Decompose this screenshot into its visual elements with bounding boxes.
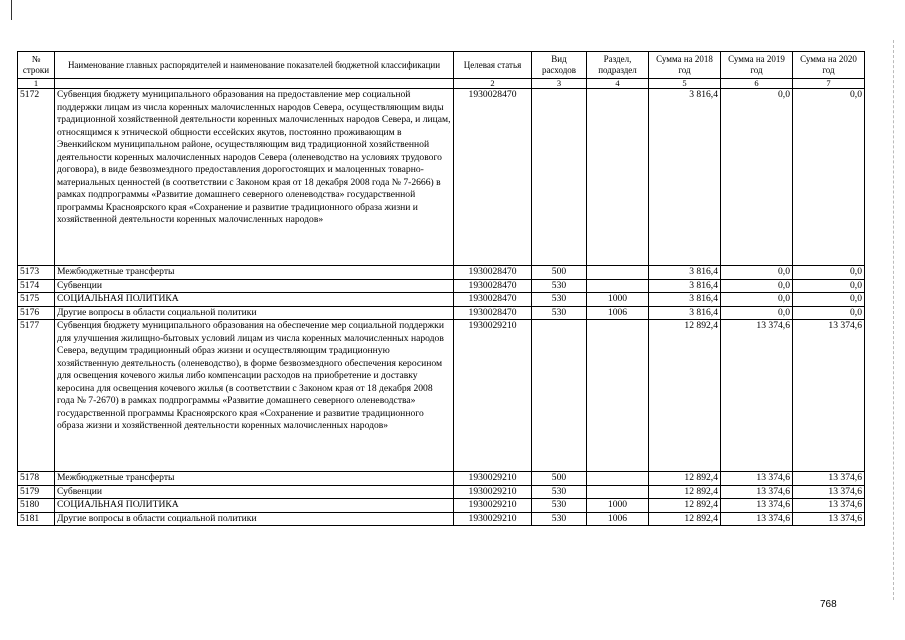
row-sum-2020: 0,0 [793,293,865,307]
row-sum-2018: 12 892,4 [649,472,721,486]
row-sum-2018: 12 892,4 [649,320,721,472]
scan-edge-dashes [893,40,894,600]
table-row [18,279,865,293]
row-expense-type [532,320,587,472]
row-target-article: 1930028470 [454,89,532,266]
row-section: 1006 [587,306,649,320]
row-sum-2019: 0,0 [721,293,793,307]
row-sum-2019: 13 374,6 [721,472,793,486]
row-target-article: 1930029210 [454,320,532,472]
row-sum-2019: 13 374,6 [721,320,793,472]
row-sum-2020: 13 374,6 [793,512,865,526]
row-target-article: 1930028470 [454,279,532,293]
row-sum-2019: 0,0 [721,306,793,320]
row-name: Субвенции [55,279,454,293]
row-number: 5172 [18,89,55,266]
row-expense-type: 530 [532,512,587,526]
row-sum-2020: 0,0 [793,279,865,293]
table-row [18,512,865,526]
table-row [18,266,865,280]
row-name: Межбюджетные трансферты [55,472,454,486]
row-sum-2020: 0,0 [793,266,865,280]
row-sum-2020: 0,0 [793,306,865,320]
row-target-article: 1930029210 [454,512,532,526]
row-name: Субвенция бюджету муниципального образования на обеспечение мер социальной поддержки для улучшения жилищно-бытовых условий лицам из числа коренных малочисленных народов Севера, ведущим традиционный образ жизни и осуществляющим традиционную хозяйственную деятельность (оленеводство), в форме безвозмездного обеспечения керосином для освещения кочевого жилья либо компенсации расходов на приобретение и доставку керосина для освещения кочевого жилья (в соответствии с Законом края от 18 декабря 2008 года № 7-2670) в рамках подпрограммы «Развитие домашнего северного оленеводства» государственной программы Красноярского края «Сохранение и развитие традиционного образа жизни и хозяйственной деятельности коренных малочисленных народов» [55,320,454,472]
row-number: 5173 [18,266,55,280]
row-sum-2018: 3 816,4 [649,266,721,280]
column-number: 7 [793,79,865,89]
header-target-article: Целевая статья [454,52,532,79]
table-row [18,499,865,513]
table-row [18,306,865,320]
row-number: 5181 [18,512,55,526]
row-name: Субвенция бюджету муниципального образования на предоставление мер социальной поддержки лицам из числа коренных малочисленных народов Севера, осуществляющим виды традиционной хозяйственной деятельности коренных малочисленных народов Севера, и лицам, относящимся к этнической общности ессейских якутов, постоянно проживающим в Эвенкийском муниципальном районе, осуществляющим вид традиционной хозяйственной деятельности коренных малочисленных народов Севера (оленеводство на условиях трудового договора), в виде безвозмездного предоставления дорогостоящих и малоценных товарно-материальных ценностей (в соответствии с Законом края от 18 декабря 2008 года № 7-2666) в рамках подпрограммы «Развитие домашнего северного оленеводства» государственной программы Красноярского края «Сохранение и развитие традиционного образа жизни и хозяйственной деятельности коренных малочисленных народов» [55,89,454,266]
row-sum-2018: 3 816,4 [649,306,721,320]
row-sum-2018: 3 816,4 [649,279,721,293]
header-sum-2019: Сумма на 2019 год [721,52,793,79]
row-section [587,485,649,499]
row-sum-2018: 3 816,4 [649,89,721,266]
row-number: 5180 [18,499,55,513]
column-number: 1 [18,79,55,89]
row-section [587,472,649,486]
row-sum-2018: 12 892,4 [649,485,721,499]
header-sum-2020: Сумма на 2020 год [793,52,865,79]
row-target-article: 1930029210 [454,485,532,499]
row-name: Другие вопросы в области социальной политики [55,306,454,320]
row-sum-2020: 13 374,6 [793,320,865,472]
row-expense-type: 530 [532,279,587,293]
column-number: 6 [721,79,793,89]
table-row [18,320,865,472]
scan-edge-mark [11,0,12,20]
row-expense-type: 530 [532,306,587,320]
row-section [587,89,649,266]
table-row [18,472,865,486]
row-number: 5177 [18,320,55,472]
budget-table [17,51,865,526]
row-target-article: 1930028470 [454,293,532,307]
row-section [587,266,649,280]
row-number: 5179 [18,485,55,499]
row-section: 1006 [587,512,649,526]
row-number: 5178 [18,472,55,486]
row-sum-2019: 0,0 [721,266,793,280]
page-number: 768 [820,599,837,610]
row-expense-type [532,89,587,266]
row-target-article: 1930029210 [454,499,532,513]
row-sum-2020: 13 374,6 [793,485,865,499]
row-sum-2018: 12 892,4 [649,499,721,513]
row-number: 5176 [18,306,55,320]
row-expense-type: 500 [532,472,587,486]
table-header-row [18,52,865,79]
row-name: Межбюджетные трансферты [55,266,454,280]
row-sum-2018: 12 892,4 [649,512,721,526]
row-expense-type: 500 [532,266,587,280]
row-number: 5174 [18,279,55,293]
row-number: 5175 [18,293,55,307]
row-name: Субвенции [55,485,454,499]
header-row-number: № строки [18,52,55,79]
column-number [55,79,454,89]
table-row [18,485,865,499]
row-expense-type: 530 [532,293,587,307]
column-number: 2 [454,79,532,89]
row-sum-2019: 0,0 [721,89,793,266]
column-number: 4 [587,79,649,89]
header-expense-type: Вид расходов [532,52,587,79]
header-section: Раздел, подраздел [587,52,649,79]
row-sum-2019: 13 374,6 [721,512,793,526]
row-sum-2019: 13 374,6 [721,499,793,513]
row-name: Другие вопросы в области социальной политики [55,512,454,526]
column-numbering-row [18,79,865,89]
row-sum-2019: 0,0 [721,279,793,293]
row-section [587,279,649,293]
row-sum-2020: 0,0 [793,89,865,266]
column-number: 5 [649,79,721,89]
row-sum-2020: 13 374,6 [793,472,865,486]
row-section: 1000 [587,293,649,307]
row-sum-2019: 13 374,6 [721,485,793,499]
row-name: СОЦИАЛЬНАЯ ПОЛИТИКА [55,499,454,513]
header-sum-2018: Сумма на 2018 год [649,52,721,79]
row-sum-2018: 3 816,4 [649,293,721,307]
row-target-article: 1930029210 [454,472,532,486]
table-row [18,89,865,266]
row-target-article: 1930028470 [454,266,532,280]
row-target-article: 1930028470 [454,306,532,320]
row-expense-type: 530 [532,499,587,513]
header-name: Наименование главных распорядителей и наименование показателей бюджетной классификации [55,52,454,79]
row-section [587,320,649,472]
row-expense-type: 530 [532,485,587,499]
table-row [18,293,865,307]
row-sum-2020: 13 374,6 [793,499,865,513]
row-section: 1000 [587,499,649,513]
column-number: 3 [532,79,587,89]
row-name: СОЦИАЛЬНАЯ ПОЛИТИКА [55,293,454,307]
